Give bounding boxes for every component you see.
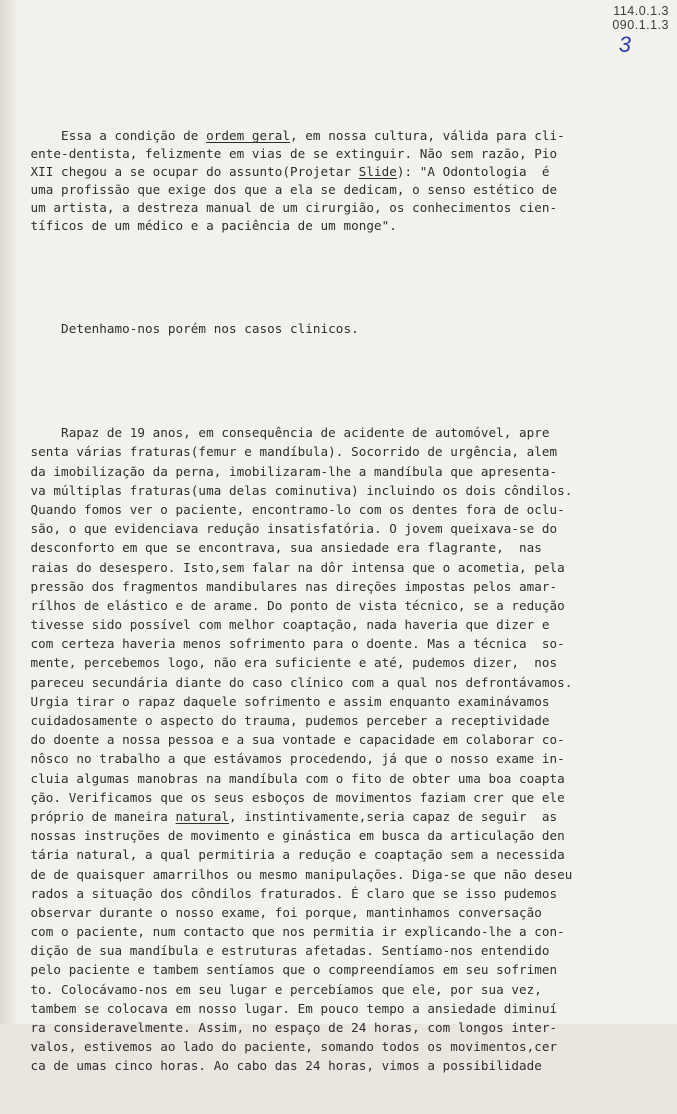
text-line: um artista, a destreza manual de um cirurgião, os conhecimentos cien-	[0, 200, 558, 216]
text-line: cluia algumas manobras na mandíbula com o fito de obter uma boa coapta	[0, 770, 565, 786]
text-line: do doente a nossa pessoa e a sua vontade e capacidade em colaborar co-	[0, 732, 565, 748]
text-line: tambem se colocava em nosso lugar. Em pouco tempo a ansiedade diminuí	[0, 1000, 558, 1016]
paragraph-intro	[0, 126, 677, 234]
paragraph-transition	[0, 319, 677, 338]
text-line: são, o que evidenciava redução insatisfatória. O jovem queixava-se do	[0, 521, 558, 537]
text-line: senta várias fraturas(femur e mandíbula). Socorrido de urgência, alem	[0, 444, 558, 460]
text-line: raias do desespero. Isto,sem falar na dôr intensa que o acometia, pela	[0, 559, 565, 575]
archive-code-2: 090.1.1.3	[612, 18, 669, 32]
text-line: mente, percebemos logo, não era suficiente e até, pudemos dizer, nos	[0, 655, 558, 671]
text-line: ra consideravelmente. Assim, no espaço de 24 horas, com longos inter-	[0, 1020, 558, 1036]
text-line: to. Colocávamo-nos em seu lugar e percebíamos que ele, por sua vez,	[0, 981, 542, 997]
text-line: nossas instruções de movimento e ginástica em busca da articulação den	[0, 828, 565, 844]
text-line: Urgia tirar o rapaz daquele sofrimento e assim enquanto examinávamos	[0, 693, 550, 709]
page-number: 3	[618, 32, 631, 57]
text-line: uma profissão que exige dos que a ela se dedicam, o senso estético de	[0, 182, 558, 198]
text-line: Rapaz de 19 anos, em consequência de acidente de automóvel, apre	[0, 425, 550, 441]
text-line: com certeza haveria menos sofrimento para o doente. Mas a técnica so-	[0, 636, 565, 652]
text-line: ente-dentista, felizmente em vias de se extinguir. Não sem razão, Pio	[0, 146, 558, 162]
text-line: valos, estivemos ao lado do paciente, somando todos os movimentos,cer	[0, 1039, 558, 1055]
text-line: Essa a condição de ordem geral, em nossa cultura, válida para cli-	[0, 128, 565, 144]
text-line: próprio de maneira natural, instintivamente,seria capaz de seguir as	[0, 808, 558, 824]
text-line: Quando fomos ver o paciente, encontramo-lo com os dentes fora de oclu-	[0, 501, 565, 517]
text-line: tivesse sido possível com melhor coaptação, nada haveria que dizer e	[0, 617, 550, 633]
text-line: nôsco no trabalho a que estávamos procedendo, já que o nosso exame in-	[0, 751, 565, 767]
text-line: ca de umas cinco horas. Ao cabo das 24 horas, vimos a possibilidade	[0, 1058, 542, 1074]
text-line: XII chegou a se ocupar do assunto(Projetar Slide): "A Odontologia é	[0, 164, 550, 180]
text-line: desconforto em que se encontrava, sua ansiedade era flagrante, nas	[0, 540, 542, 556]
text-line: pareceu secundária diante do caso clínico com a qual nos defrontávamos.	[0, 674, 573, 690]
archive-code-1: 114.0.1.3	[613, 4, 669, 18]
text-line: de de quaisquer amarrilhos ou mesmo manipulações. Diga-se que não deseu	[0, 866, 573, 882]
text-line: Detenhamo-nos porém nos casos clinicos.	[0, 321, 359, 337]
typewritten-text	[0, 88, 677, 1114]
text-line: rados a situação dos côndilos fraturados. É claro que se isso pudemos	[0, 885, 558, 901]
text-line: va múltiplas fraturas(uma delas cominutiva) incluindo os dois côndilos.	[0, 482, 573, 498]
text-line: tíficos de um médico e a paciência de um monge".	[0, 218, 397, 234]
text-line: observar durante o nosso exame, foi porque, mantinhamos conversação	[0, 904, 542, 920]
text-line: cuidadosamente o aspecto do trauma, pudemos perceber a receptividade	[0, 713, 550, 729]
text-line: ção. Verificamos que os seus esboços de movimentos faziam crer que ele	[0, 789, 565, 805]
text-line: rílhos de elástico e de arame. Do ponto de vista técnico, se a redução	[0, 597, 565, 613]
text-line: da imobilização da perna, imobilizaram-lhe a mandíbula que apresenta-	[0, 463, 558, 479]
paragraph-clinical-case	[0, 423, 677, 1075]
text-line: dição de sua mandíbula e estruturas afetadas. Sentíamo-nos entendido	[0, 943, 550, 959]
text-line: pressão dos fragmentos mandibulares nas direções impostas pelos amar-	[0, 578, 558, 594]
text-line: tária natural, a qual permitiria a redução e coaptação sem a necessida	[0, 847, 565, 863]
archive-reference	[612, 4, 669, 56]
text-line: com o paciente, num contacto que nos permitia ir explicando-lhe a con-	[0, 924, 565, 940]
text-line: pelo paciente e tambem sentíamos que o compreendíamos em seu sofrimen	[0, 962, 558, 978]
